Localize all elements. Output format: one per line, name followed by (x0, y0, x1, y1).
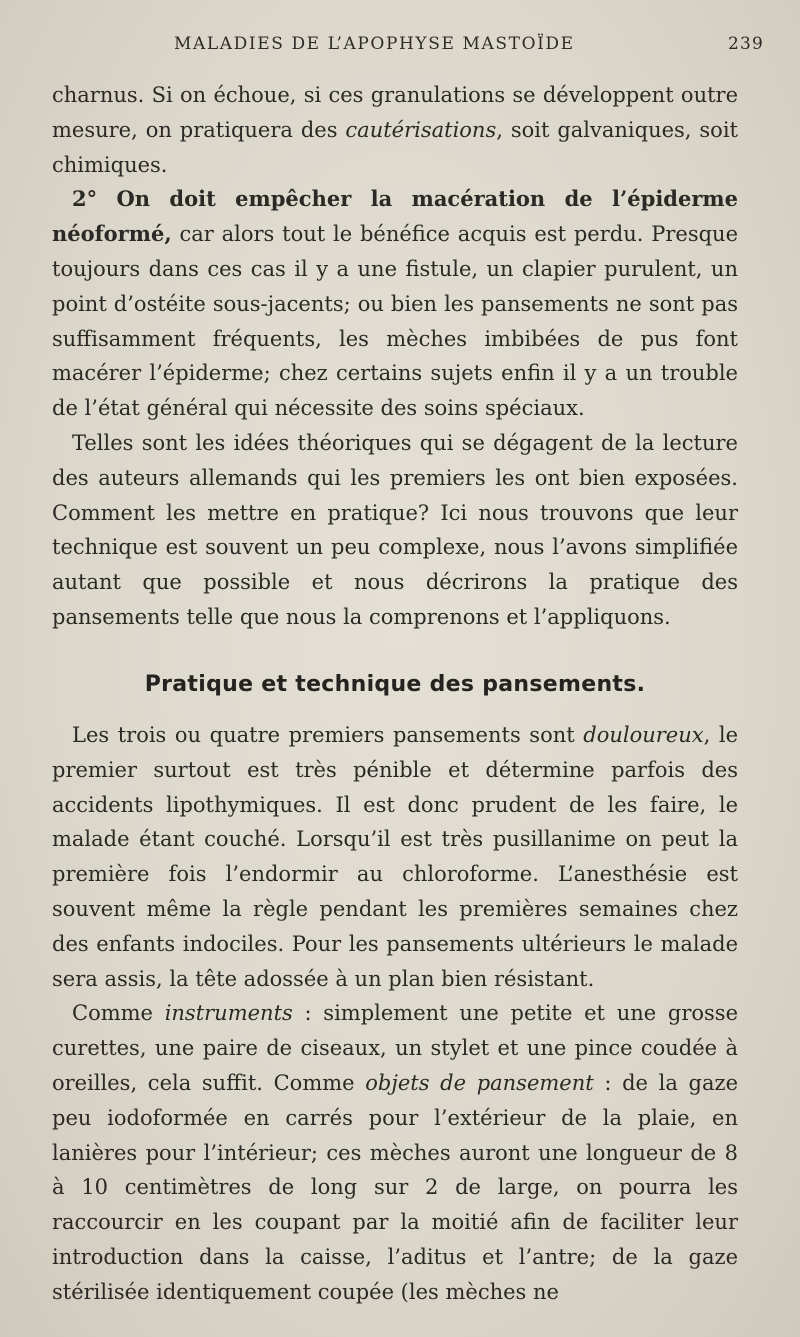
running-header (174, 34, 764, 54)
emphasis-cauterisations: cautérisations (345, 117, 497, 142)
paragraph-maceration: 2° On doit empêcher la macération de l’épiderme néoformé, car alors tout le bénéfice acquis est perdu. Presque toujours dans ces cas il y a une fistule, un clapier purulent, un point d’ostéite sous-jacents; ou bien les pansements ne sont pas suffisamment fréquents, les mèches imbibées de pus font macérer l’épiderme; chez certains sujets enfin il y a un trouble de l’état général qui nécessite des soins spéciaux. (52, 186, 738, 421)
paragraph-first-dressings: Les trois ou quatre premiers pansements sont douloureux, le premier surtout est très pénible et détermine parfois des accidents lipothymiques. Il est donc prudent de les faire, le malade étant couché. Lorsqu’il est très pusillanime on peut la première fois l’endormir au chloroforme. L’anesthésie est souvent même la règle pendant les premières semaines chez des enfants indociles. Pour les pansements ultérieurs le malade sera assis, la tête adossée à un plan bien résistant. (52, 723, 738, 991)
emphasis-douloureux: douloureux (583, 723, 704, 747)
running-title: MALADIES DE L’APOPHYSE MASTOÏDE (174, 34, 575, 54)
emphasis-instruments: instruments (164, 1001, 293, 1026)
section-heading: Pratique et technique des pansements. (144, 672, 646, 697)
page-number: 239 (727, 34, 764, 54)
text-block-lower (52, 718, 738, 1310)
paragraph-cauterisations: charnus. Si on échoue, si ces granulations se développent outre mesure, on pratiquera des cautérisations, soit galvaniques, soit chimiques. (52, 83, 738, 177)
paragraph-instruments: Comme instruments : simplement une petite et une grosse curettes, une paire de ciseaux, un stylet et une pince coudée à oreilles, cela suffit. Comme objets de pansement : de la gaze peu iodoformée en carrés pour l’extérieur de la plaie, en lanières pour l’intérieur; ces mèches auront une longueur de 8 à 10 centimètres de long sur 2 de large, on pourra les raccourcir en les coupant par la moitié afin de faciliter leur introduction dans la caisse, l’aditus et l’antre; de la gaze stérilisée identiquement coupée (les mèches ne (52, 1001, 739, 1304)
text-block-upper (52, 78, 738, 635)
bold-maceration-rule: 2° On doit empêcher la macération de l’épiderme néoformé, (52, 186, 738, 247)
paragraph-theoretical-ideas: Telles sont les idées théoriques qui se dégagent de la lecture des auteurs allemands qui les premiers les ont bien exposées. Comment les mettre en pratique? Ici nous trouvons que leur technique est souvent un peu complexe, nous l’avons simplifiée autant que possible et nous décrirons la pratique des pansements telle que nous la comprenons et l’appliquons. (52, 430, 738, 629)
emphasis-objets-de-pansement: objets de pansement (365, 1070, 594, 1095)
